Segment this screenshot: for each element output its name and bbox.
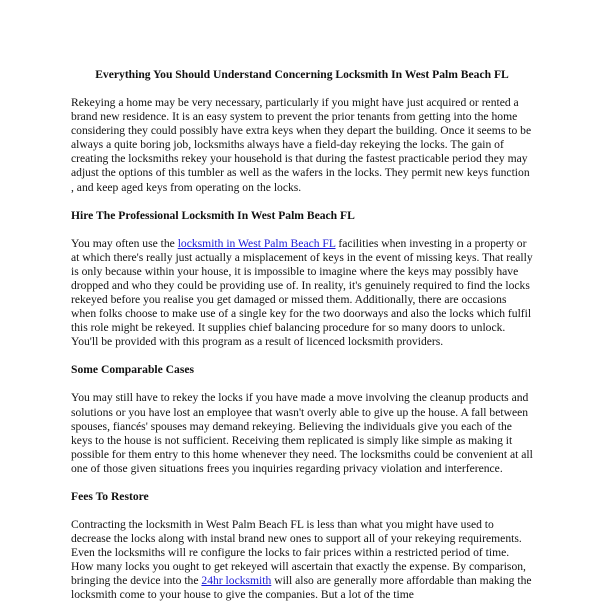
document-page: [71, 68, 533, 603]
section-heading-hire: Hire The Professional Locksmith In West Palm Beach FL: [71, 208, 355, 222]
document-title: Everything You Should Understand Concerning Locksmith In West Palm Beach FL: [95, 68, 509, 81]
intro-paragraph: Rekeying a home may be very necessary, particularly if you might have just acquired or rented a brand new residence. It is an easy system to prevent the prior tenants from getting into the home considering they could possibly have extra keys when they depart the building. Once it seems to be always a quite boring job, locksmiths always have a field-day rekeying the locks. The gain of creating the locksmiths rekey your household is that during the fastest practicable period they may adjust the options of this tumbler as well as the wafers in the locks. They permit new keys function , and keep aged keys from operating on the locks.: [71, 96, 532, 194]
fees-text-after: will also are generally more affordable than making the locksmith come to your house to give the companies. But a lot of the time: [71, 574, 532, 602]
hire-text-after: facilities when investing in a property or at which there's really just actually a misplacement of keys in the event of missing keys. That really is only because within your house, it is impossible to imagine where the keys may possibly have dropped and who they could be providing use of. In reality, it's genuinely required to find the locks rekeyed before you realise you get damaged or missed them. Additionally, there are occasions when folks choose to make use of a single key for the two doorways and also the locks which fulfil this role might be rekeyed. It supplies chief balancing procedure for so many doors to unlock. You'll be provided with this program as a result of licenced locksmith providers.: [71, 236, 533, 349]
fees-text-before: Contracting the locksmith in West Palm Beach FL is less than what you might have used to decrease the locks along with instal brand new ones to support all of your rekeying requirements. Even the locksmiths will re configure the locks to fair prices within a restricted period of time. How many locks you ought to get rekeyed will ascertain that exactly the expense. By comparison, bringing the device into the: [71, 517, 526, 588]
cases-paragraph: You may still have to rekey the locks if you have made a move involving the cleanup products and solutions or you have lost an employee that wasn't overly able to give up the house. A fall between spouses, fiancés' spouses may demand rekeying. Believing the individuals give you each of the keys to the house is not sufficient. Receiving them replicated is simply like simple as making it possible for them entry to this home whenever they need. The locksmiths could be convenient at all one of those given situations frees you inquiries regarding privacy violation and interference.: [71, 391, 533, 475]
locksmith-west-palm-beach-link[interactable]: locksmith in West Palm Beach FL: [177, 236, 336, 250]
hire-text-before: You may often use the: [71, 236, 178, 250]
hire-paragraph: [71, 237, 533, 350]
24hr-locksmith-link[interactable]: 24hr locksmith: [201, 574, 272, 588]
section-heading-fees: Fees To Restore: [71, 489, 149, 503]
fees-paragraph: [71, 518, 533, 603]
section-heading-cases: Some Comparable Cases: [71, 363, 195, 377]
